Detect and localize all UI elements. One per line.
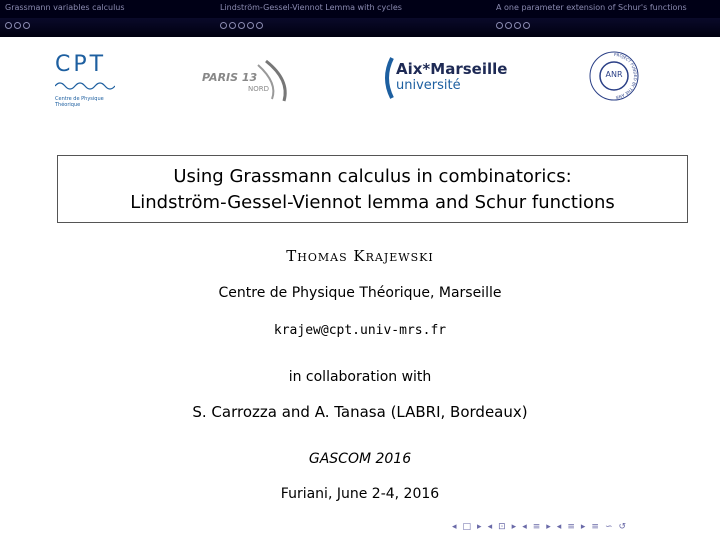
frame-dot[interactable] — [5, 22, 12, 29]
frame-dot[interactable] — [14, 22, 21, 29]
frame-dot[interactable] — [523, 22, 530, 29]
title-line-2: Lindström-Gessel-Viennot lemma and Schur functions — [130, 192, 615, 213]
frame-dot[interactable] — [220, 22, 227, 29]
nav-prev-icon[interactable]: ◂ — [522, 522, 527, 532]
anr-logo: PROJECT FUNDED BY THE ANR ANR — [588, 50, 640, 102]
email-address[interactable]: krajew@cpt.univ-mrs.fr — [273, 323, 447, 338]
svg-text:PROJECT FUNDED BY THE ANR: PROJECT FUNDED BY THE ANR — [613, 51, 638, 100]
conference-name: GASCOM 2016 — [308, 451, 412, 467]
title-line-1: Using Grassmann calculus in combinatorics: — [173, 166, 572, 187]
affiliation: Centre de Physique Théorique, Marseille — [218, 285, 502, 301]
amu-bracket-icon — [380, 56, 394, 100]
nav-prev-icon[interactable]: ◂ — [452, 522, 457, 532]
nav-prev-icon[interactable]: ◂ — [556, 522, 562, 532]
nav-next-icon[interactable]: ▸ — [477, 522, 482, 532]
author-name: Thomas Krajewski — [286, 247, 434, 265]
cpt-logo: CPT Centre de Physique Théorique — [55, 52, 115, 104]
nav-next-icon[interactable]: ▸ — [511, 522, 517, 532]
nav-document-icon[interactable]: ≡ — [567, 522, 575, 532]
nav-subsection-icon[interactable]: ⊡ — [498, 522, 506, 532]
frame-dot[interactable] — [229, 22, 236, 29]
section-link-grassmann[interactable]: Grassmann variables calculus — [5, 3, 125, 12]
section-dots-schur — [496, 22, 530, 29]
section-link-lgv[interactable]: Lindström-Gessel-Viennot Lemma with cycles — [220, 3, 402, 12]
paris13-logo: PARIS 13 NORD — [198, 55, 303, 105]
frame-dot[interactable] — [256, 22, 263, 29]
beamer-navigation — [452, 522, 626, 532]
collaborators: S. Carrozza and A. Tanasa (LABRI, Bordeaux) — [192, 403, 528, 421]
frame-dot[interactable] — [23, 22, 30, 29]
nav-prev-icon[interactable]: ◂ — [487, 522, 493, 532]
header-bar — [0, 0, 720, 37]
section-dots-grassmann — [5, 22, 30, 29]
title-box — [57, 155, 688, 223]
frame-dot[interactable] — [514, 22, 521, 29]
nav-next-icon[interactable]: ▸ — [580, 522, 586, 532]
amu-logo: Aix*Marseille université — [380, 56, 500, 100]
section-dots-lgv — [220, 22, 263, 29]
nav-search-icon[interactable]: ∽ — [604, 522, 613, 532]
frame-dot[interactable] — [247, 22, 254, 29]
frame-dot[interactable] — [238, 22, 245, 29]
nav-back-icon[interactable]: ↺ — [618, 522, 627, 532]
place-and-date: Furiani, June 2-4, 2016 — [280, 486, 440, 502]
nav-section-icon[interactable]: ≡ — [532, 522, 541, 532]
collaboration-intro: in collaboration with — [288, 369, 432, 385]
section-link-schur[interactable]: A one parameter extension of Schur's functions — [496, 3, 687, 12]
header-dots-band — [0, 18, 720, 37]
nav-next-icon[interactable]: ▸ — [546, 522, 551, 532]
nav-frame-icon[interactable]: □ — [462, 522, 472, 532]
cpt-wave-icon — [55, 80, 115, 92]
frame-dot[interactable] — [496, 22, 503, 29]
frame-dot[interactable] — [505, 22, 512, 29]
nav-align-icon[interactable]: ≡ — [591, 522, 599, 532]
